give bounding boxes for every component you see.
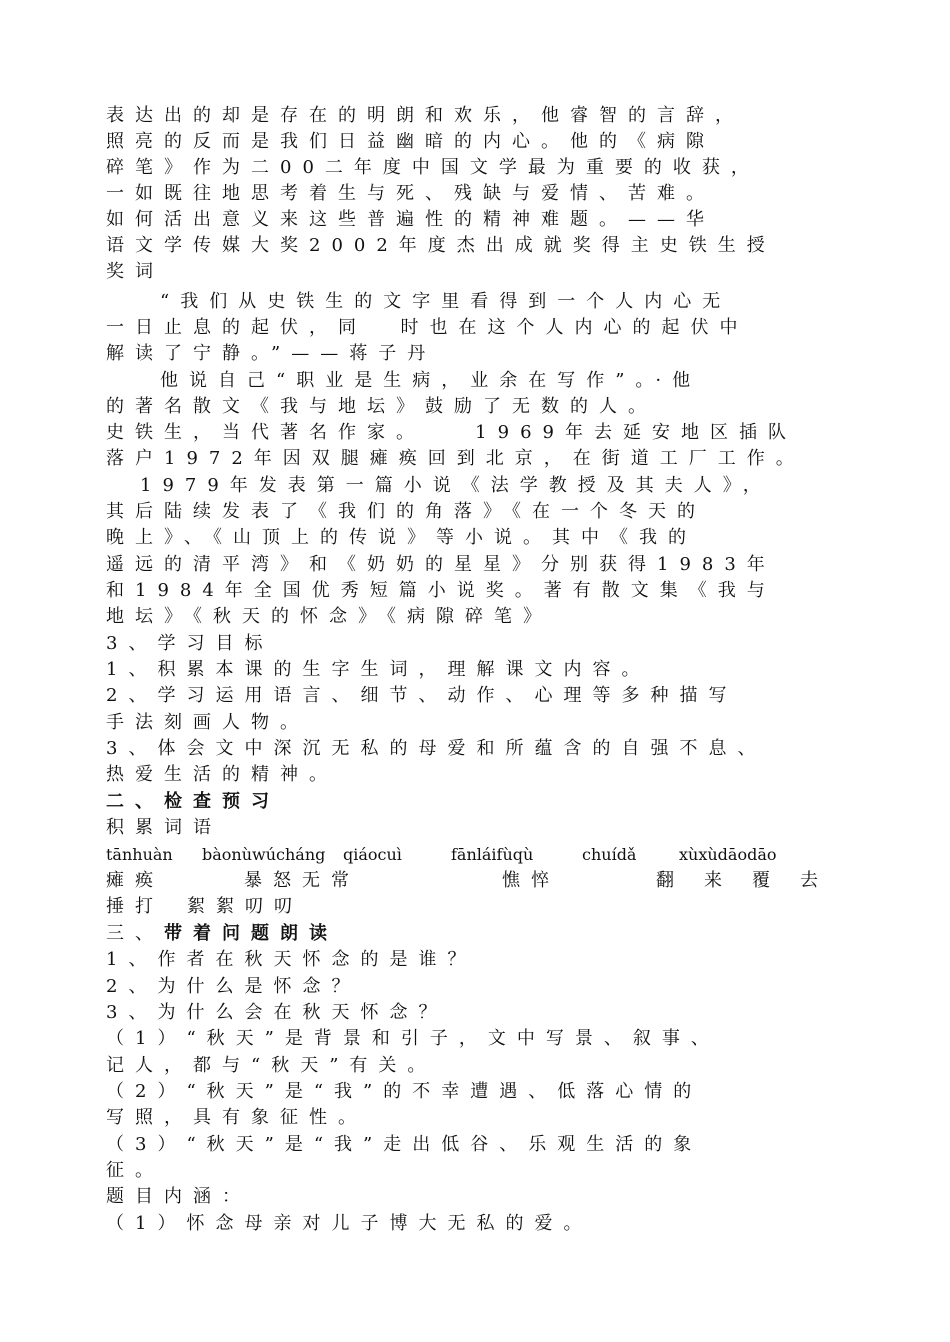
vocab-row bbox=[106, 894, 506, 920]
vocab-word: 絮絮叨叨 bbox=[187, 896, 303, 917]
quote-line: 解读了宁静。”——蒋子丹 bbox=[106, 343, 437, 364]
section2-heading-num: 二、 bbox=[106, 791, 164, 812]
intro-line: 奖词 bbox=[106, 261, 164, 282]
question-line: 2、为什么是怀念？ bbox=[106, 976, 361, 997]
section2-sub: 积累词语 bbox=[106, 817, 222, 838]
vocab-row bbox=[106, 868, 846, 894]
goal-line: 1、积累本课的生字生词，理解课文内容。 bbox=[106, 659, 651, 680]
quote-line: 一日止息的起伏，同 时也在这个人内心的起伏中 bbox=[106, 317, 749, 338]
bio-line: 和1984年全国优秀短篇小说奖。著有散文集《我与 bbox=[106, 580, 776, 601]
bio-line: 1979年发表第一篇小说《法学教授及其夫人》， bbox=[140, 475, 772, 496]
intro-line: 照亮的反而是我们日益幽暗的内心。他的《病隙 bbox=[106, 131, 715, 152]
section3-heading-text: 带着问题朗读 bbox=[164, 923, 338, 944]
pinyin-item: bàonùwúcháng bbox=[202, 845, 326, 864]
vocab-word: 瘫痪 bbox=[106, 870, 164, 891]
section2-heading-text: 检查预习 bbox=[164, 791, 280, 812]
self-desc-line: 他说自己“职业是生病，业余在写作”。·他 bbox=[160, 370, 702, 391]
intro-line: 碎笔》作为二00二年度中国文学最为重要的收获， bbox=[106, 157, 760, 178]
goal-line: 3、体会文中深沉无私的母爱和所蕴含的自强不息、 bbox=[106, 738, 767, 759]
answer-line: 写照，具有象征性。 bbox=[106, 1107, 367, 1128]
goal-line: 热爱生活的精神。 bbox=[106, 764, 338, 785]
vocab-word: 翻来覆去 bbox=[656, 870, 848, 891]
vocab-word: 憔悴 bbox=[502, 870, 560, 891]
intro-line: 如何活出意义来这些普遍性的精神难题。——华 bbox=[106, 209, 715, 230]
answer-line: 征。 bbox=[106, 1160, 164, 1181]
question-line: 3、为什么会在秋天怀念？ bbox=[106, 1002, 448, 1023]
bio-line: 地坛》《秋天的怀念》《病隙碎笔》 bbox=[106, 606, 552, 627]
pinyin-item: tānhuàn bbox=[106, 845, 173, 864]
bio-line: 其后陆续发表了《我们的角落》《在一个冬天的 bbox=[106, 501, 706, 522]
answer-line: 记人，都与“秋天”有关。 bbox=[106, 1055, 437, 1076]
intro-line: 表达出的却是存在的明朗和欢乐，他睿智的言辞， bbox=[106, 105, 744, 126]
intro-line: 语文学传媒大奖2002年度杰出成就奖得主史铁生授 bbox=[106, 235, 776, 256]
section3-heading bbox=[106, 921, 338, 947]
answer-line: （3）“秋天”是“我”走出低谷、乐观生活的象 bbox=[106, 1134, 703, 1155]
section3-heading-num: 三、 bbox=[106, 923, 164, 944]
quote-line: “我们从史铁生的文字里看得到一个人内心无 bbox=[160, 291, 732, 312]
bio-line: 落户1972年因双腿瘫痪回到北京，在街道工厂工作。 bbox=[106, 448, 805, 469]
pinyin-item: fānláifùqù bbox=[451, 845, 534, 864]
goal-line: 手法刻画人物。 bbox=[106, 712, 309, 733]
question-line: 1、作者在秋天怀念的是谁？ bbox=[106, 949, 477, 970]
bio-line: 史铁生，当代著名作家。 1969年去延安地区插队 bbox=[106, 422, 797, 443]
vocab-word: 暴怒无常 bbox=[244, 870, 360, 891]
title-meaning-line: （1）怀念母亲对儿子博大无私的爱。 bbox=[106, 1213, 593, 1234]
pinyin-item: qiáocuì bbox=[343, 845, 402, 864]
goal-line: 2、学习运用语言、细节、动作、心理等多种描写 bbox=[106, 685, 738, 706]
self-desc-line: 的著名散文《我与地坛》鼓励了无数的人。 bbox=[106, 396, 657, 417]
vocab-word: 捶打 bbox=[106, 896, 164, 917]
section2-heading bbox=[106, 789, 280, 815]
intro-line: 一如既往地思考着生与死、残缺与爱情、苦难。 bbox=[106, 183, 715, 204]
bio-line: 遥远的清平湾》和《奶奶的星星》分别获得1983年 bbox=[106, 554, 776, 575]
answer-line: （2）“秋天”是“我”的不幸遭遇、低落心情的 bbox=[106, 1081, 703, 1102]
goals-heading: 3、学习目标 bbox=[106, 633, 274, 654]
pinyin-row bbox=[106, 842, 826, 868]
bio-line: 晚上》、《山顶上的传说》等小说。其中《我的 bbox=[106, 527, 697, 548]
pinyin-item: xùxùdāodāo bbox=[679, 845, 777, 864]
title-meaning-heading: 题目内涵： bbox=[106, 1186, 251, 1207]
pinyin-item: chuídǎ bbox=[582, 845, 637, 864]
answer-line: （1）“秋天”是背景和引子，文中写景、叙事、 bbox=[106, 1028, 720, 1049]
